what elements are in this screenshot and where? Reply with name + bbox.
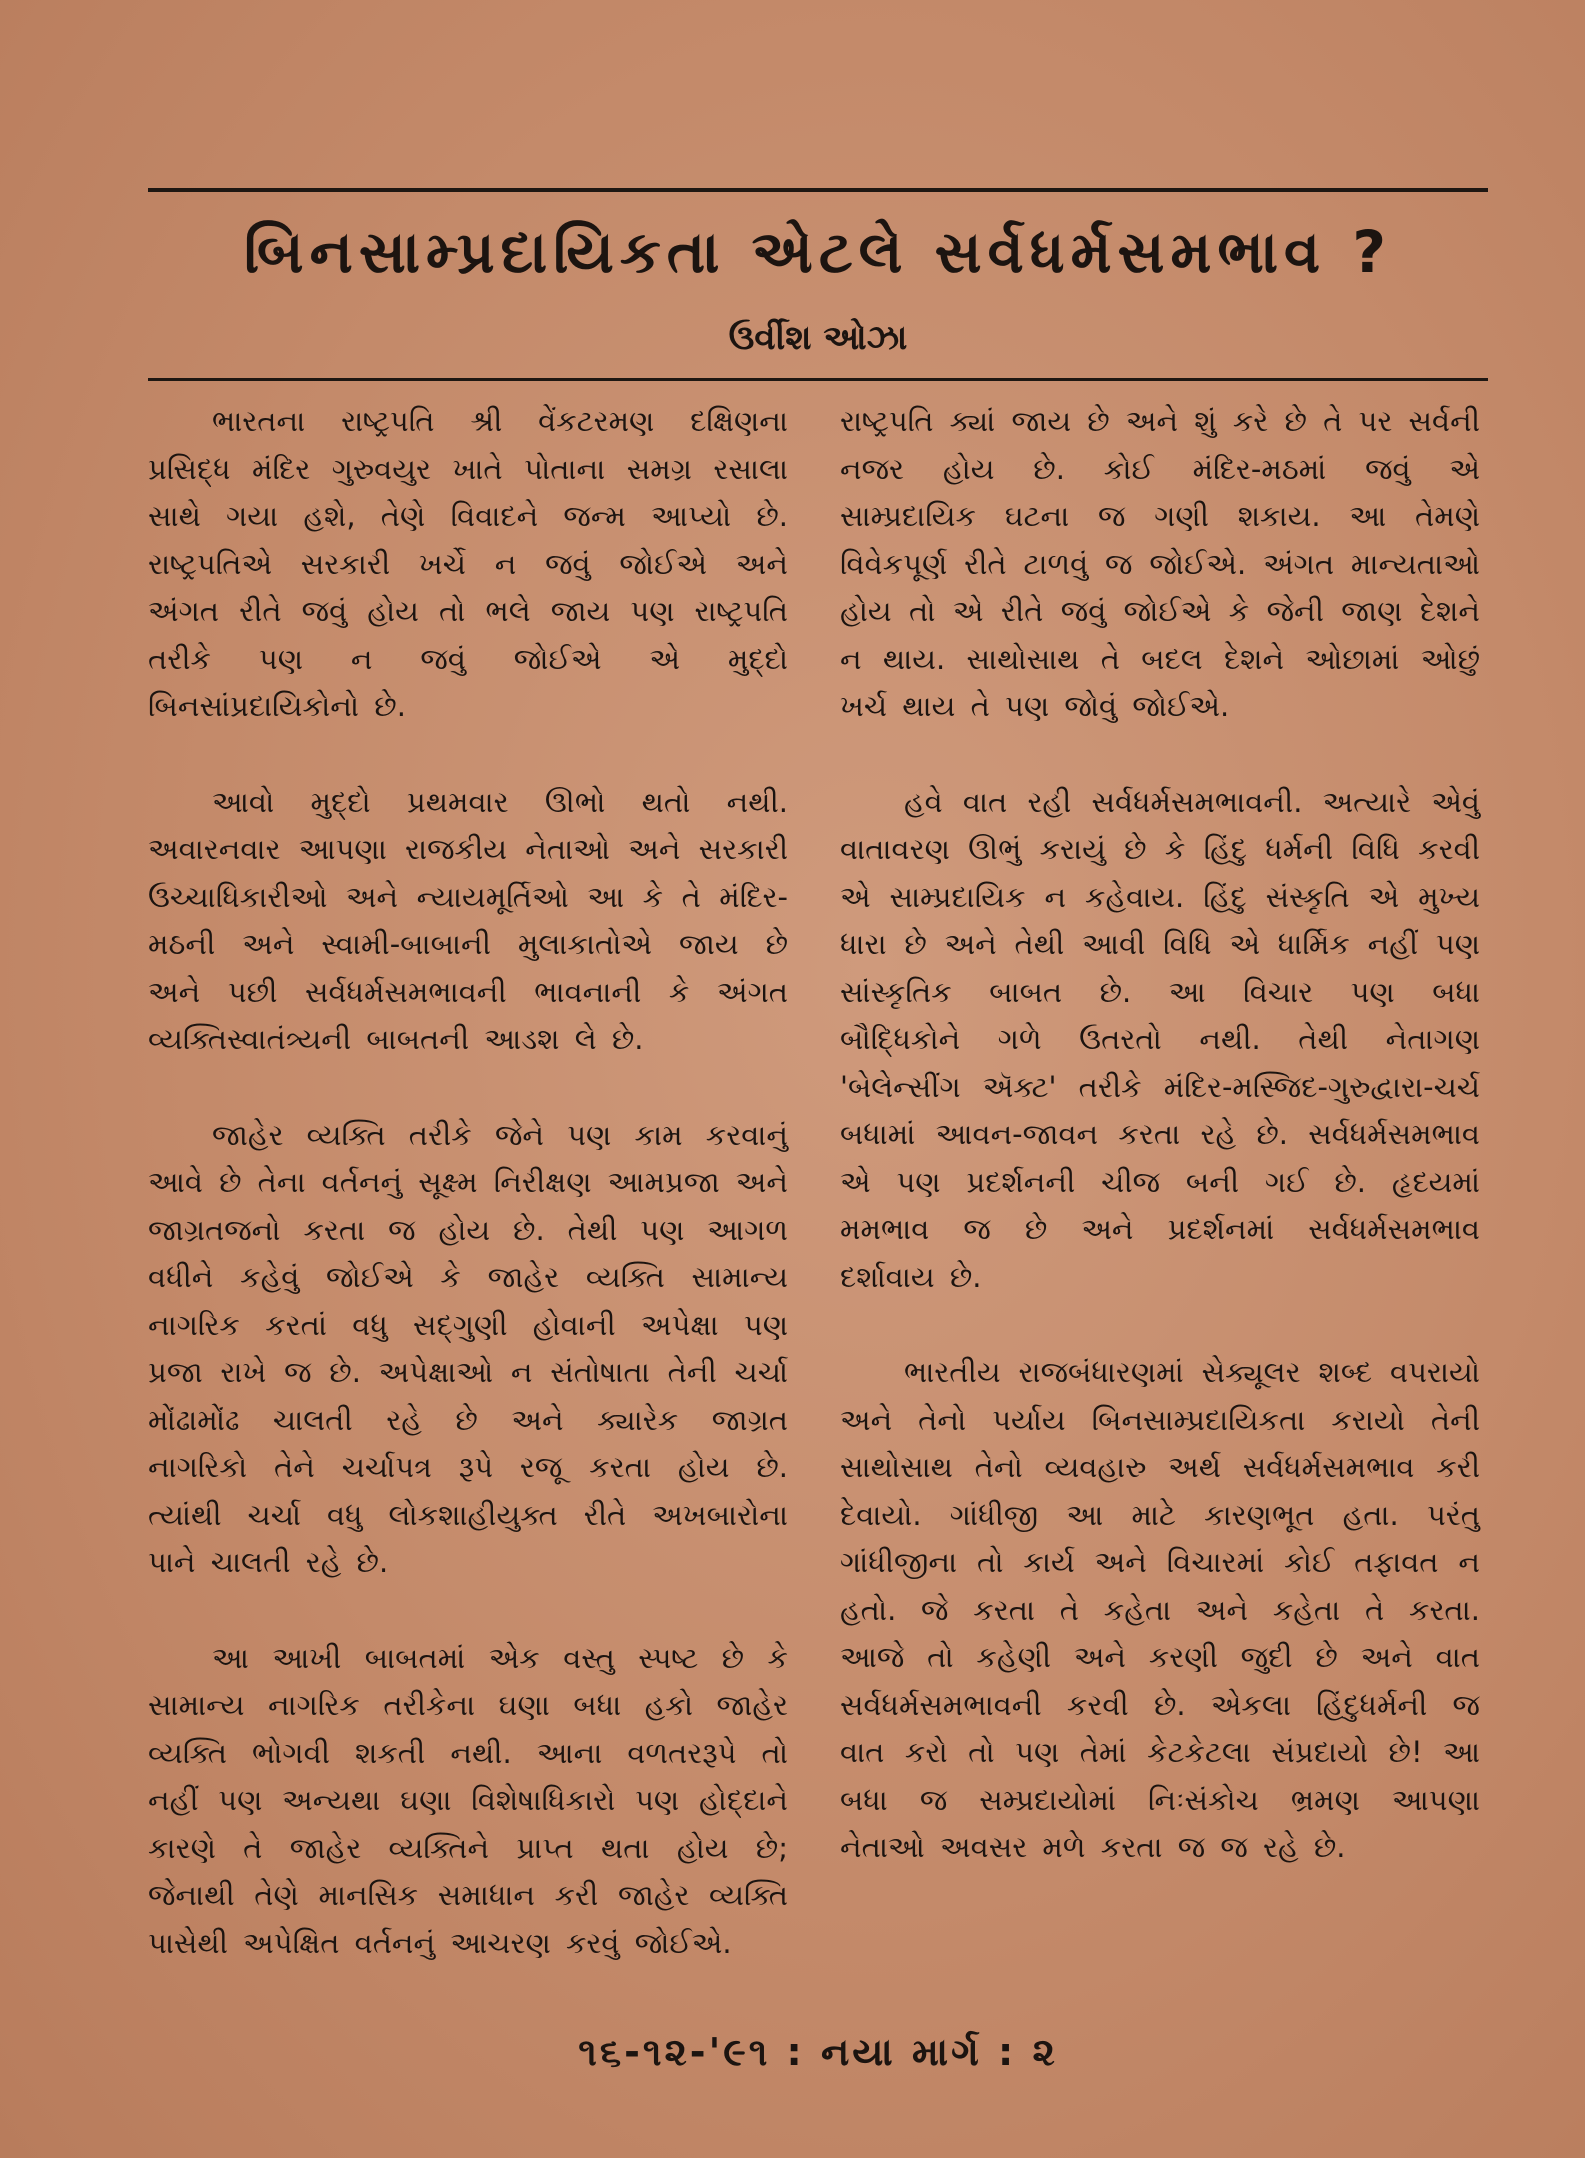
article-author: ઉર્વીશ ઓઝા [728, 318, 908, 358]
paragraph: ભારતીય રાજબંધારણમાં સેક્યૂલર શબ્દ વપરાયો અને તેનો પર્યાય બિનસામ્પ્રદાયિકતા કરાયો તેની સાથોસાથ તેનો વ્યવહારુ અર્થ સર્વધર્મસમભાવ કરી દેવાયો. ગાંધીજી આ માટે કારણભૂત હતા. પરંતુ ગાંધીજીના તો કાર્ય અને વિચારમાં કોઈ તફાવત ન હતો. જે કરતા તે કહેતા અને કહેતા તે કરતા. આજે તો કહેણી અને કરણી જુદી છે અને વાત સર્વધર્મસમભાવની કરવી છે. એકલા હિંદુધર્મની જ વાત કરો તો પણ તેમાં કેટકેટલા સંપ્રદાયો છે! આ બધા જ સમ્પ્રદાયોમાં નિઃસંકોચ ભ્રમણ આપણા નેતાઓ અવસર મળે કરતા જ જ રહે છે. [840, 1355, 1480, 1864]
paragraph: આ આખી બાબતમાં એક વસ્તુ સ્પષ્ટ છે કે સામાન્ય નાગરિક તરીકેના ઘણા બધા હકો જાહેર વ્યક્તિ ભોગવી શકતી નથી. આના વળતરરૂપે તો નહીં પણ અન્યથા ઘણા વિશેષાધિકારો પણ હોદ્દાને કારણે તે જાહેર વ્યક્તિને પ્રાપ્ત થતા હોય છે; જેનાથી તેણે માનસિક સમાધાન કરી જાહેર વ્યક્તિ પાસેથી અપેક્ષિત વર્તનનું આચરણ કરવું જોઈએ. [148, 1640, 788, 1960]
header-divider [148, 378, 1488, 381]
left-column [148, 398, 788, 2015]
paragraph: રાષ્ટ્રપતિ ક્યાં જાય છે અને શું કરે છે તે પર સર્વની નજર હોય છે. કોઈ મંદિર-મઠમાં જવું એ સામ્પ્રદાયિક ઘટના જ ગણી શકાય. આ તેમણે વિવેકપૂર્ણ રીતે ટાળવું જ જોઈએ. અંગત માન્યતાઓ હોય તો એ રીતે જવું જોઈએ કે જેની જાણ દેશને ન થાય. સાથોસાથ તે બદલ દેશને ઓછામાં ઓછું ખર્ચ થાય તે પણ જોવું જોઈએ. [840, 404, 1480, 723]
right-column [840, 398, 1480, 1920]
paragraph: જાહેર વ્યક્તિ તરીકે જેને પણ કામ કરવાનું આવે છે તેના વર્તનનું સૂક્ષ્મ નિરીક્ષણ આમપ્રજા અને જાગ્રતજનો કરતા જ હોય છે. તેથી પણ આગળ વધીને કહેવું જોઈએ કે જાહેર વ્યક્તિ સામાન્ય નાગરિક કરતાં વધુ સદ્ગુણી હોવાની અપેક્ષા પણ પ્રજા રાખે જ છે. અપેક્ષાઓ ન સંતોષાતા તેની ચર્ચા મોંઢામોંઢ ચાલતી રહે છે અને ક્યારેક જાગ્રત નાગરિકો તેને ચર્ચાપત્ર રૂપે રજૂ કરતા હોય છે. ત્યાંથી ચર્ચા વધુ લોકશાહીયુક્ત રીતે અખબારોના પાને ચાલતી રહે છે. [148, 1117, 788, 1579]
top-divider [148, 188, 1488, 192]
paragraph: હવે વાત રહી સર્વધર્મસમભાવની. અત્યારે એવું વાતાવરણ ઊભું કરાયું છે કે હિંદુ ધર્મની વિધિ કરવી એ સામ્પ્રદાયિક ન કહેવાય. હિંદુ સંસ્કૃતિ એ મુખ્ય ધારા છે અને તેથી આવી વિધિ એ ધાર્મિક નહીં પણ સાંસ્કૃતિક બાબત છે. આ વિચાર પણ બધા બૌદ્ધિકોને ગળે ઉતરતો નથી. તેથી નેતાગણ 'બેલેન્સીંગ ઍક્ટ' તરીકે મંદિર-મસ્જિદ-ગુરુદ્વારા-ચર્ચ બધામાં આવન-જાવન કરતા રહે છે. સર્વધર્મસમભાવ એ પણ પ્રદર્શનની ચીજ બની ગઈ છે. હૃદયમાં મમભાવ જ છે અને પ્રદર્શનમાં સર્વધર્મસમભાવ દર્શાવાય છે. [840, 784, 1480, 1294]
paragraph: આવો મુદ્દો પ્રથમવાર ઊભો થતો નથી. અવારનવાર આપણા રાજકીય નેતાઓ અને સરકારી ઉચ્ચાધિકારીઓ અને ન્યાયમૂર્તિઓ આ કે તે મંદિર-મઠની અને સ્વામી-બાબાની મુલાકાતોએ જાય છે અને પછી સર્વધર્મસમભાવની ભાવનાની કે અંગત વ્યક્તિસ્વાતંત્ર્યની બાબતની આડશ લે છે. [148, 784, 788, 1056]
article-title: બિનસામ્પ્રદાયિકતા એટલે સર્વધર્મસમભાવ ? [243, 218, 1393, 286]
paragraph: ભારતના રાષ્ટ્રપતિ શ્રી વેંકટરમણ દક્ષિણના પ્રસિદ્ધ મંદિર ગુરુવયુર ખાતે પોતાના સમગ્ર રસાલા સાથે ગયા હશે, તેણે વિવાદને જન્મ આપ્યો છે. રાષ્ટ્રપતિએ સરકારી ખર્ચે ન જવું જોઈએ અને અંગત રીતે જવું હોય તો ભલે જાય પણ રાષ્ટ્રપતિ તરીકે પણ ન જવું જોઈએ એ મુદ્દો બિનસાંપ્રદાયિકોનો છે. [148, 404, 788, 723]
page-footer: ૧૬-૧૨-'૯૧ : નયા માર્ગ : ૨ [578, 2030, 1058, 2074]
